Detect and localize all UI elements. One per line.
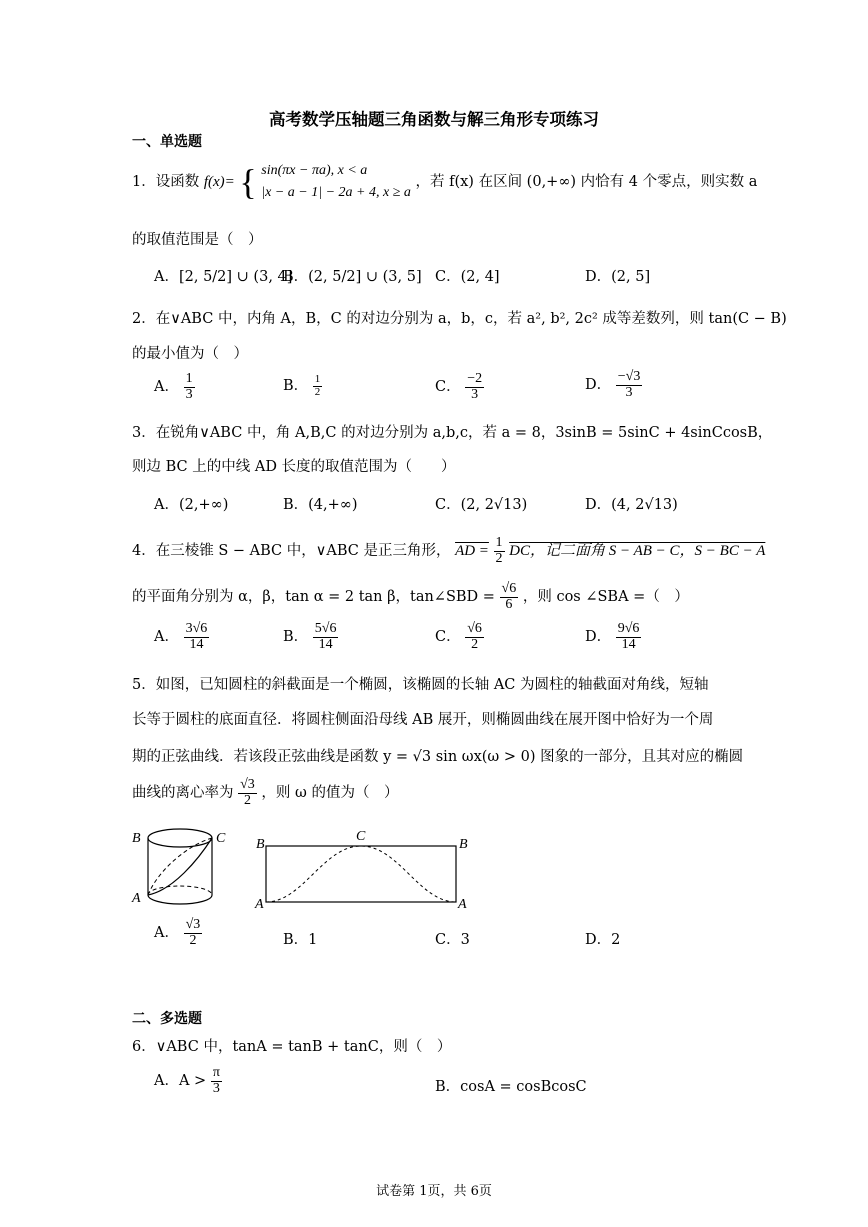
- q3-line2: 则边 BC 上的中线 AD 长度的取值范围为（ ）: [132, 459, 456, 475]
- q5-option-a: [154, 918, 202, 948]
- q4-text-a: 4．在三棱锥 S − ABC 中，∨ABC 是正三角形，: [132, 543, 451, 560]
- q3-option-b: B．(4,+∞): [283, 497, 358, 513]
- q2-d-label: D．: [585, 377, 612, 394]
- q6-option-b: B．cosA = cosBcosC: [435, 1079, 587, 1095]
- label-A-right: A: [458, 897, 467, 912]
- label-B-right: B: [459, 837, 468, 852]
- q5-option-c: C．3: [435, 932, 470, 948]
- q2-a-frac: [184, 372, 195, 402]
- q3-option-c: C．(2, 2√13): [435, 497, 528, 513]
- q5-line3: 期的正弦曲线．若该段正弦曲线是函数 y = √3 sin ωx(ω > 0) 图象的一部分，且其对应的椭圆: [132, 749, 744, 765]
- q3-option-d: D．(4, 2√13): [585, 497, 678, 513]
- question-1: [132, 160, 757, 204]
- q5-a-frac: [184, 918, 203, 948]
- frac-den: 3: [185, 386, 193, 402]
- q5-a-label: A．: [154, 925, 179, 942]
- q1-prefix: 1．设函数: [132, 174, 200, 190]
- label-B-left: B: [256, 837, 265, 852]
- q5-option-b: B．1: [283, 932, 318, 948]
- q2-b-frac: [313, 374, 323, 398]
- q1-case2: |x − a − 1| − 2a + 4, x ≥ a: [261, 185, 411, 200]
- q4-b-frac: [313, 622, 339, 652]
- q1-fx: f(x)=: [203, 174, 235, 190]
- frac-num: 9√6: [617, 621, 640, 636]
- q4-text-d: ，则 cos ∠SBA =（ ）: [522, 589, 689, 606]
- frac-num: √3: [185, 917, 201, 932]
- frac-num: 3√6: [185, 621, 208, 636]
- q2-option-c: [435, 372, 484, 402]
- q4-d-label: D．: [585, 629, 612, 646]
- q4-option-a: [154, 622, 209, 652]
- label-C: C: [216, 831, 226, 846]
- label-A: A: [132, 891, 141, 906]
- label-A-left: A: [255, 897, 264, 912]
- q2-a-label: A．: [154, 379, 179, 396]
- q4-vector: AD =: [455, 543, 489, 560]
- q4-option-c: [435, 622, 484, 652]
- q4-text-c: 的平面角分别为 α，β，tan α = 2 tan β，tan∠SBD =: [132, 589, 495, 606]
- frac-den: 3: [625, 384, 633, 400]
- q4-a-frac: [184, 622, 210, 652]
- q2-line1: 2．在∨ABC 中，内角 A，B，C 的对边分别为 a，b，c，若 a², b², 2c² 成等差数列，则 tan(C − B): [132, 311, 787, 327]
- q4-option-d: [585, 622, 641, 652]
- q2-line2: 的最小值为（ ）: [132, 346, 248, 362]
- label-C-top: C: [356, 829, 366, 844]
- frac-num: 1: [185, 371, 193, 386]
- q2-option-b: [283, 374, 322, 398]
- q5-option-d: D．2: [585, 932, 621, 948]
- q3-line1: 3．在锐角∨ABC 中，角 A,B,C 的对边分别为 a,b,c，若 a = 8，3sinB = 5sinC + 4sinCcosB，: [132, 425, 773, 441]
- q5-text-a: 曲线的离心率为: [132, 785, 234, 802]
- q1-line2: 的取值范围是（ ）: [132, 232, 263, 248]
- frac-num: 5√6: [314, 621, 337, 636]
- q4-half: [494, 536, 505, 566]
- q2-option-a: [154, 372, 195, 402]
- q2-c-label: C．: [435, 379, 461, 396]
- q3-option-a: A．(2,+∞): [154, 497, 229, 513]
- q5-sqrt3-2: [238, 778, 257, 808]
- q4-line1: [132, 536, 765, 566]
- frac-num: √6: [467, 621, 482, 636]
- q4-sqrt6-6: [500, 582, 519, 612]
- q6-a-frac: [211, 1066, 222, 1096]
- q6-line1: 6．∨ABC 中，tanA = tanB + tanC，则（ ）: [132, 1039, 452, 1055]
- q5-line2: 长等于圆柱的底面直径．将圆柱侧面沿母线 AB 展开，则椭圆曲线在展开图中恰好为一个周: [132, 712, 714, 728]
- q4-c-frac: [465, 622, 484, 652]
- q2-b-label: B．: [283, 378, 309, 395]
- q5-line4: [132, 778, 398, 808]
- q4-option-b: [283, 622, 338, 652]
- frac-num: −√3: [617, 369, 641, 384]
- frac-num: −2: [467, 371, 483, 386]
- q2-option-d: [585, 370, 642, 400]
- page-footer: 试卷第 1页，共 6页: [376, 1184, 492, 1199]
- label-B: B: [132, 831, 141, 846]
- frac-den: 3: [471, 386, 479, 402]
- q4-b-label: B．: [283, 629, 309, 646]
- q1-mid: ，若 f(x) 在区间 (0,+∞) 内恰有 4 个零点，则实数 a: [415, 174, 758, 190]
- q5-line1: 5．如图，已知圆柱的斜截面是一个椭圆，该椭圆的长轴 AC 为圆柱的轴截面对角线，短轴: [132, 677, 709, 693]
- q4-text-b: DC，记二面角 S − AB − C，S − BC − A: [509, 543, 766, 560]
- frac-num: 1: [495, 535, 503, 550]
- frac-num: √6: [501, 581, 517, 596]
- unrolled-figure: [254, 829, 468, 912]
- page-title: 高考数学压轴题三角函数与解三角形专项练习: [269, 110, 599, 129]
- q1-option-d: D．(2, 5]: [585, 269, 651, 285]
- frac-num: √3: [240, 777, 255, 792]
- q6-a-label: A．A >: [154, 1073, 207, 1090]
- cylinder-bottom-back: [148, 886, 212, 895]
- frac-den: 2: [495, 550, 503, 566]
- cylinder-figure: [131, 829, 226, 906]
- frac-den: 6: [505, 596, 513, 612]
- q5-text-b: ，则 ω 的值为（ ）: [261, 785, 399, 802]
- frac-den: 14: [621, 636, 636, 652]
- q1-option-b: B．(2, 5/2] ∪ (3, 5]: [283, 269, 422, 285]
- q4-c-label: C．: [435, 629, 461, 646]
- frac-num: π: [212, 1065, 220, 1080]
- frac-den: 14: [189, 636, 204, 652]
- q1-case1: sin(πx − πa), x < a: [261, 163, 368, 178]
- q4-line2: [132, 582, 689, 612]
- section-heading-multi: 二、多选题: [132, 1011, 202, 1027]
- cylinder-top: [148, 829, 212, 847]
- case-brace: {: [239, 162, 257, 202]
- q4-a-label: A．: [154, 629, 179, 646]
- q2-c-frac: [465, 372, 484, 402]
- sine-curve: [266, 846, 456, 902]
- unrolled-rect: [266, 846, 456, 902]
- q5-figure: [128, 820, 488, 920]
- section-heading-single: 一、单选题: [132, 134, 202, 150]
- frac-den: 2: [471, 636, 479, 652]
- frac-den: 14: [318, 636, 333, 652]
- frac-den: 2: [314, 385, 321, 398]
- q4-d-frac: [616, 622, 642, 652]
- q6-option-a: [154, 1066, 222, 1096]
- q1-option-c: C．(2, 4]: [435, 269, 500, 285]
- frac-num: 1: [314, 373, 321, 385]
- frac-den: 3: [212, 1080, 220, 1096]
- frac-den: 2: [189, 932, 197, 948]
- q1-cases: [261, 160, 411, 204]
- frac-den: 2: [243, 792, 251, 808]
- q1-option-a: A．[2, 5/2] ∪ (3, 4]: [154, 269, 293, 285]
- q2-d-frac: [616, 370, 643, 400]
- cylinder-bottom-front: [148, 895, 212, 904]
